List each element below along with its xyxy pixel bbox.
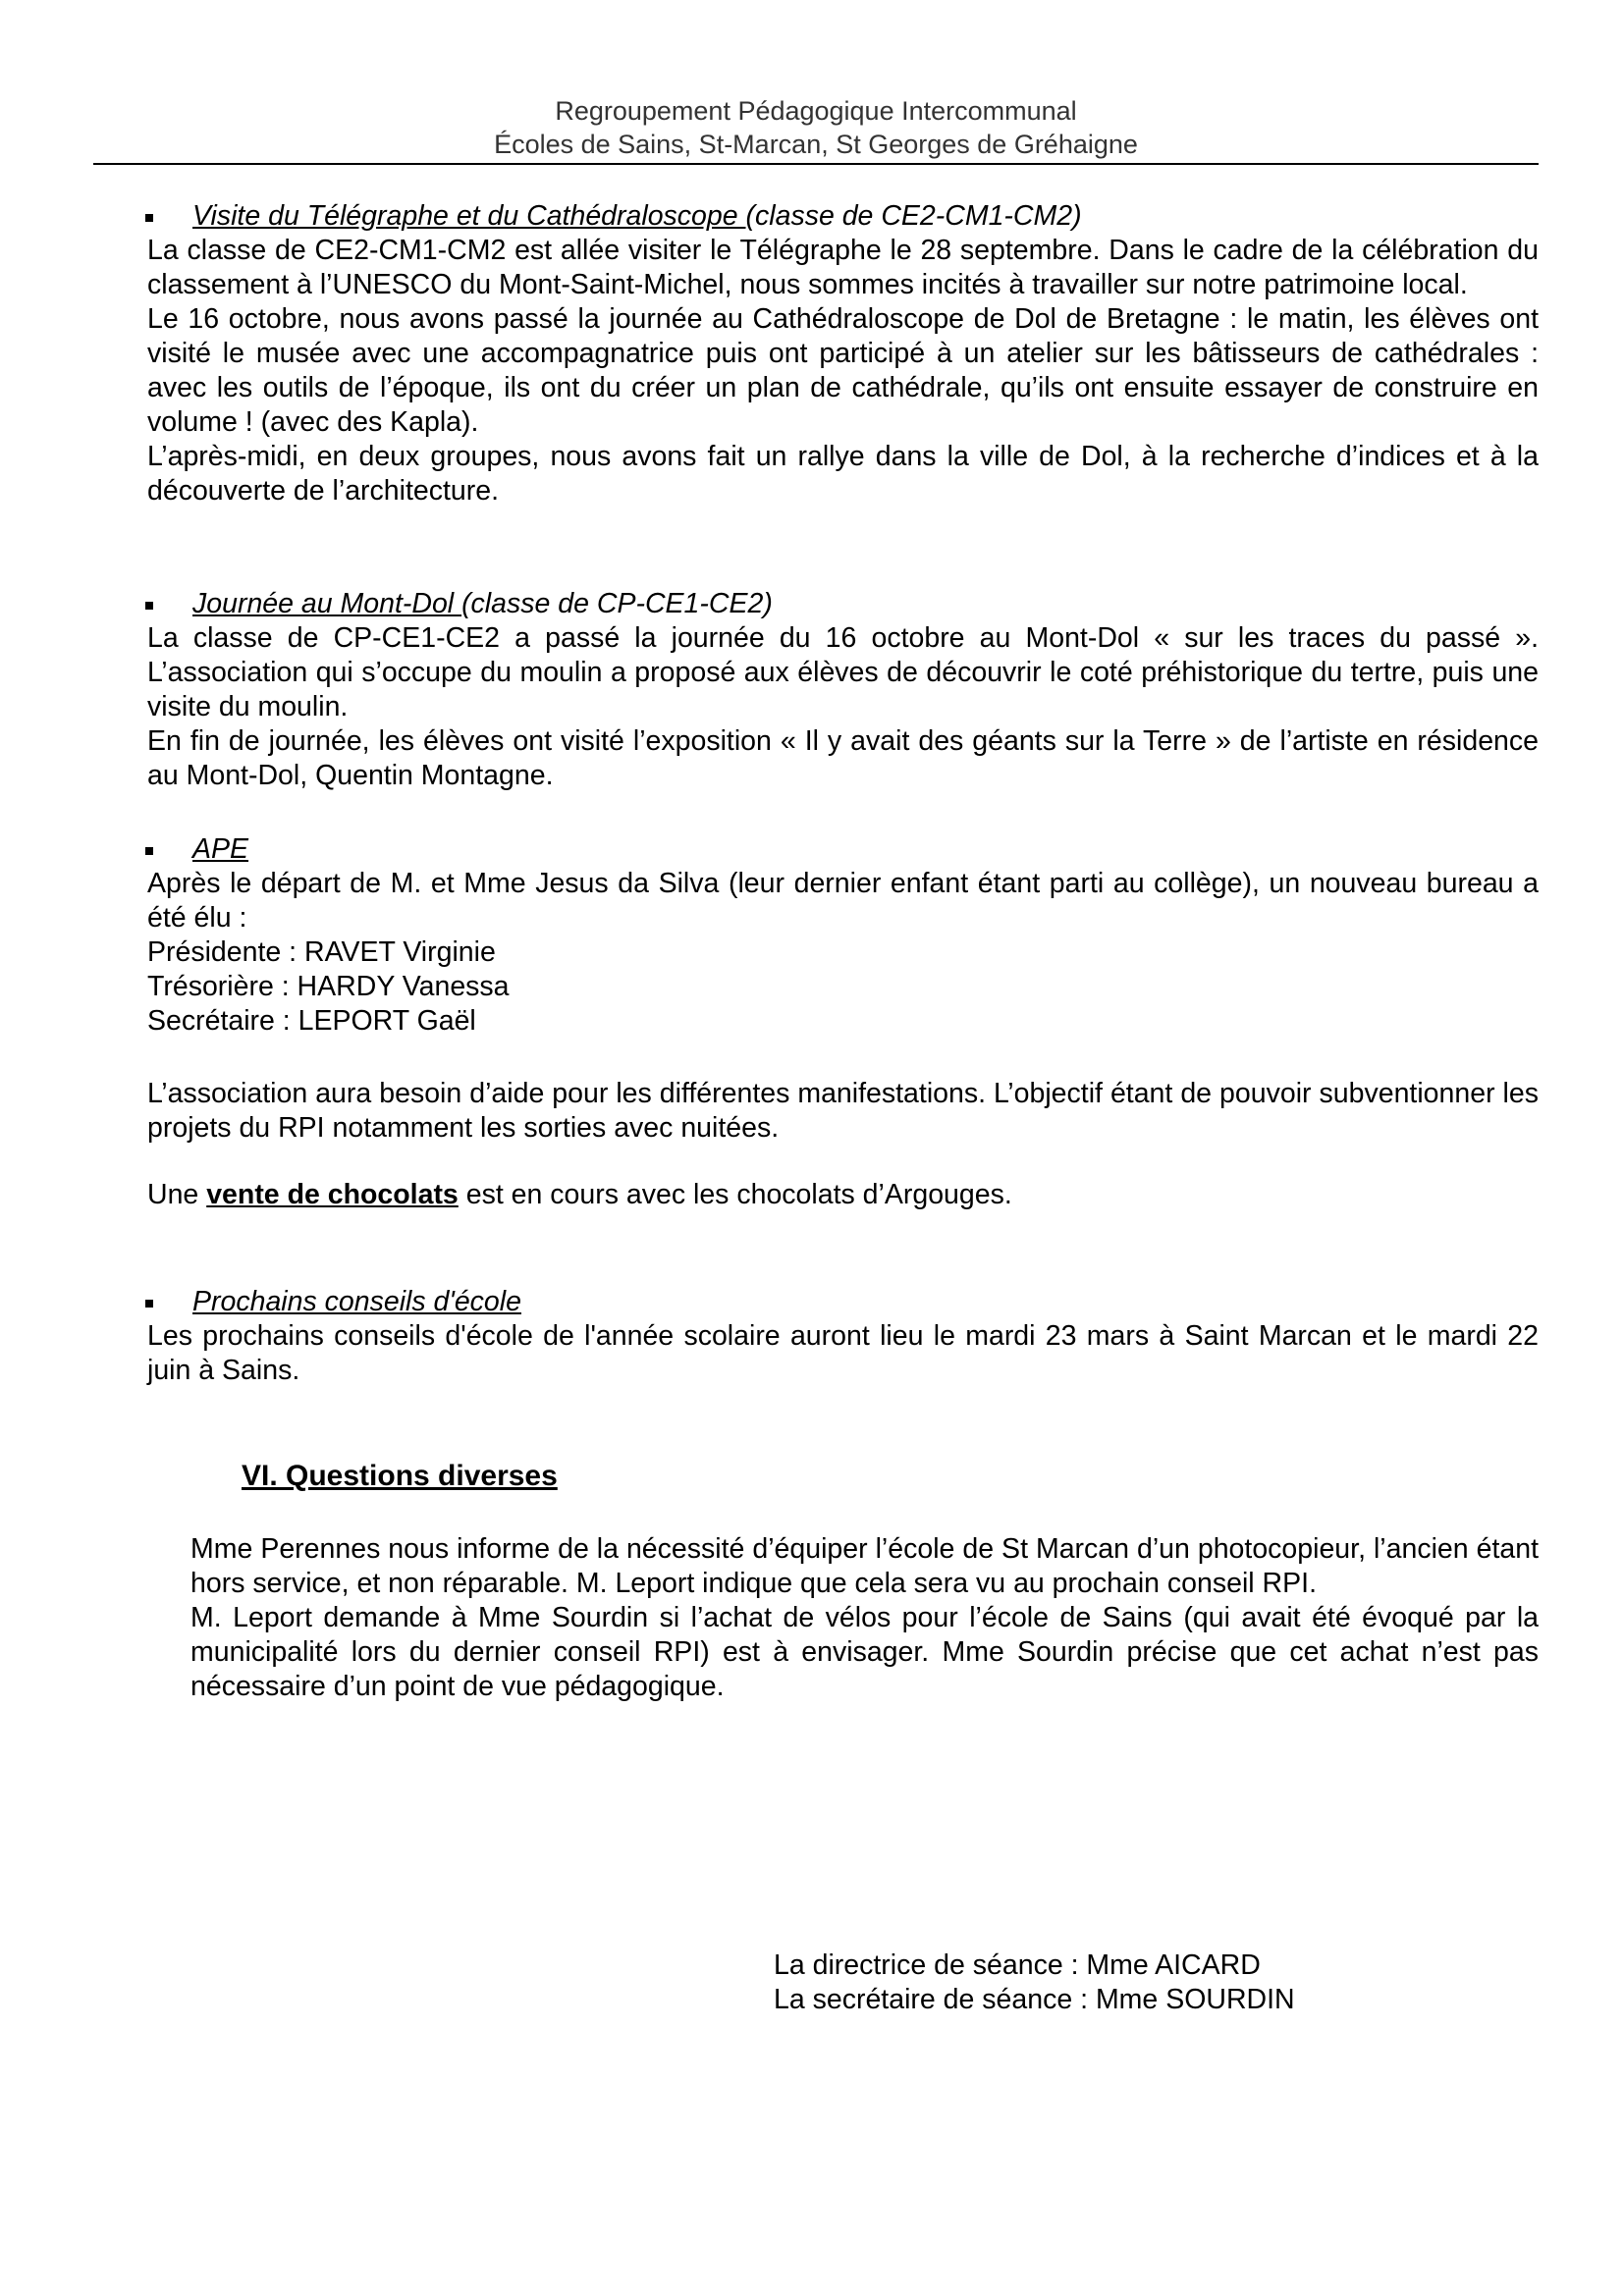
paragraph: M. Leport demande à Mme Sourdin si l’achat de vélos pour l’école de Sains (qui avait été évoqué par la municipalité lors du dernier conseil RPI) est à envisager. Mme Sourdin précise que cet achat n’est pas nécessaire d’un point de vue pédagogique. — [190, 1602, 1539, 1702]
paragraph: La classe de CP-CE1-CE2 a passé la journée du 16 octobre au Mont-Dol « sur les traces du passé ». L’association qui s’occupe du moulin a proposé aux élèves de découvrir le coté préhistorique du tertre, puis une visite du moulin. — [147, 622, 1539, 722]
section-text-telegraphe — [147, 234, 1539, 508]
section-heading-ape — [192, 832, 248, 867]
header-line-2: Écoles de Sains, St-Marcan, St Georges de Gréhaigne — [494, 130, 1138, 159]
section-heading-conseils — [192, 1285, 521, 1319]
ape-vente-line — [147, 1178, 1012, 1212]
paragraph: Mme Perennes nous informe de la nécessité d’équiper l’école de St Marcan d’un photocopieur, l’ancien étant hors service, et non réparable. M. Leport indique que cela sera vu au prochain conseil RPI. — [190, 1533, 1539, 1599]
bullet-square-icon — [145, 847, 153, 855]
signature-directrice: La directrice de séance : Mme AICARD — [774, 1949, 1261, 1981]
section-suffix: (classe de CP-CE1-CE2) — [461, 588, 773, 619]
signature-block — [774, 1949, 1295, 2017]
bullet-square-icon — [145, 214, 153, 222]
ape-secretaire: Secrétaire : LEPORT Gaël — [147, 1005, 476, 1037]
section-text-conseils — [147, 1319, 1539, 1388]
section-text-ape — [147, 867, 1539, 935]
section-heading-questions: VI. Questions diverses — [242, 1460, 558, 1492]
vente-prefix: Une — [147, 1179, 207, 1210]
section-heading-telegraphe — [192, 199, 1082, 234]
section-title: Journée au Mont-Dol — [192, 588, 462, 619]
bullet-square-icon — [145, 1300, 153, 1308]
section-text-ape-2 — [147, 1077, 1539, 1146]
signature-secretaire: La secrétaire de séance : Mme SOURDIN — [774, 1984, 1295, 2015]
section-title: APE — [192, 833, 249, 865]
section-title: Visite du Télégraphe et du Cathédraloscope — [192, 200, 746, 232]
ape-tresorier: Trésorière : HARDY Vanessa — [147, 971, 510, 1002]
paragraph: La classe de CE2-CM1-CM2 est allée visiter le Télégraphe le 28 septembre. Dans le cadre de la célébration du classement à l’UNESCO du Mont-Saint-Michel, nous sommes incités à travailler sur notre patrimoine local. — [147, 235, 1539, 300]
section-suffix: (classe de CE2-CM1-CM2) — [745, 200, 1082, 232]
paragraph: Les prochains conseils d'école de l'année scolaire auront lieu le mardi 23 mars à Saint Marcan et le mardi 22 juin à Sains. — [147, 1320, 1539, 1386]
paragraph: L’association aura besoin d’aide pour les différentes manifestations. L’objectif étant de pouvoir subventionner les projets du RPI notamment les sorties avec nuitées. — [147, 1078, 1539, 1144]
document-header — [93, 94, 1539, 161]
vente-suffix: est en cours avec les chocolats d’Argouges. — [458, 1179, 1012, 1210]
paragraph: En fin de journée, les élèves ont visité l’exposition « Il y avait des géants sur la Terre » de l’artiste en résidence au Mont-Dol, Quentin Montagne. — [147, 725, 1539, 791]
paragraph: Après le départ de M. et Mme Jesus da Silva (leur dernier enfant étant parti au collège), un nouveau bureau a été élu : — [147, 868, 1539, 934]
section-title: Prochains conseils d'école — [192, 1286, 521, 1317]
paragraph: L’après-midi, en deux groupes, nous avons fait un rallye dans la ville de Dol, à la recherche d’indices et à la découverte de l’architecture. — [147, 441, 1539, 507]
section-text-montdol — [147, 621, 1539, 793]
section-text-questions — [190, 1532, 1539, 1704]
header-divider — [93, 163, 1539, 165]
vente-highlight: vente de chocolats — [206, 1179, 459, 1210]
header-line-1: Regroupement Pédagogique Intercommunal — [555, 96, 1077, 126]
section-heading-montdol — [192, 587, 773, 621]
paragraph: Le 16 octobre, nous avons passé la journée au Cathédraloscope de Dol de Bretagne : le matin, les élèves ont visité le musée avec une accompagnatrice puis ont participé à un atelier sur les bâtisseurs de cathédrales : avec les outils de l’époque, ils ont du créer un plan de cathédrale, qu’ils ont ensuite essayer de construire en volume ! (avec des Kapla). — [147, 303, 1539, 438]
ape-president: Présidente : RAVET Virginie — [147, 936, 496, 968]
bullet-square-icon — [145, 602, 153, 610]
